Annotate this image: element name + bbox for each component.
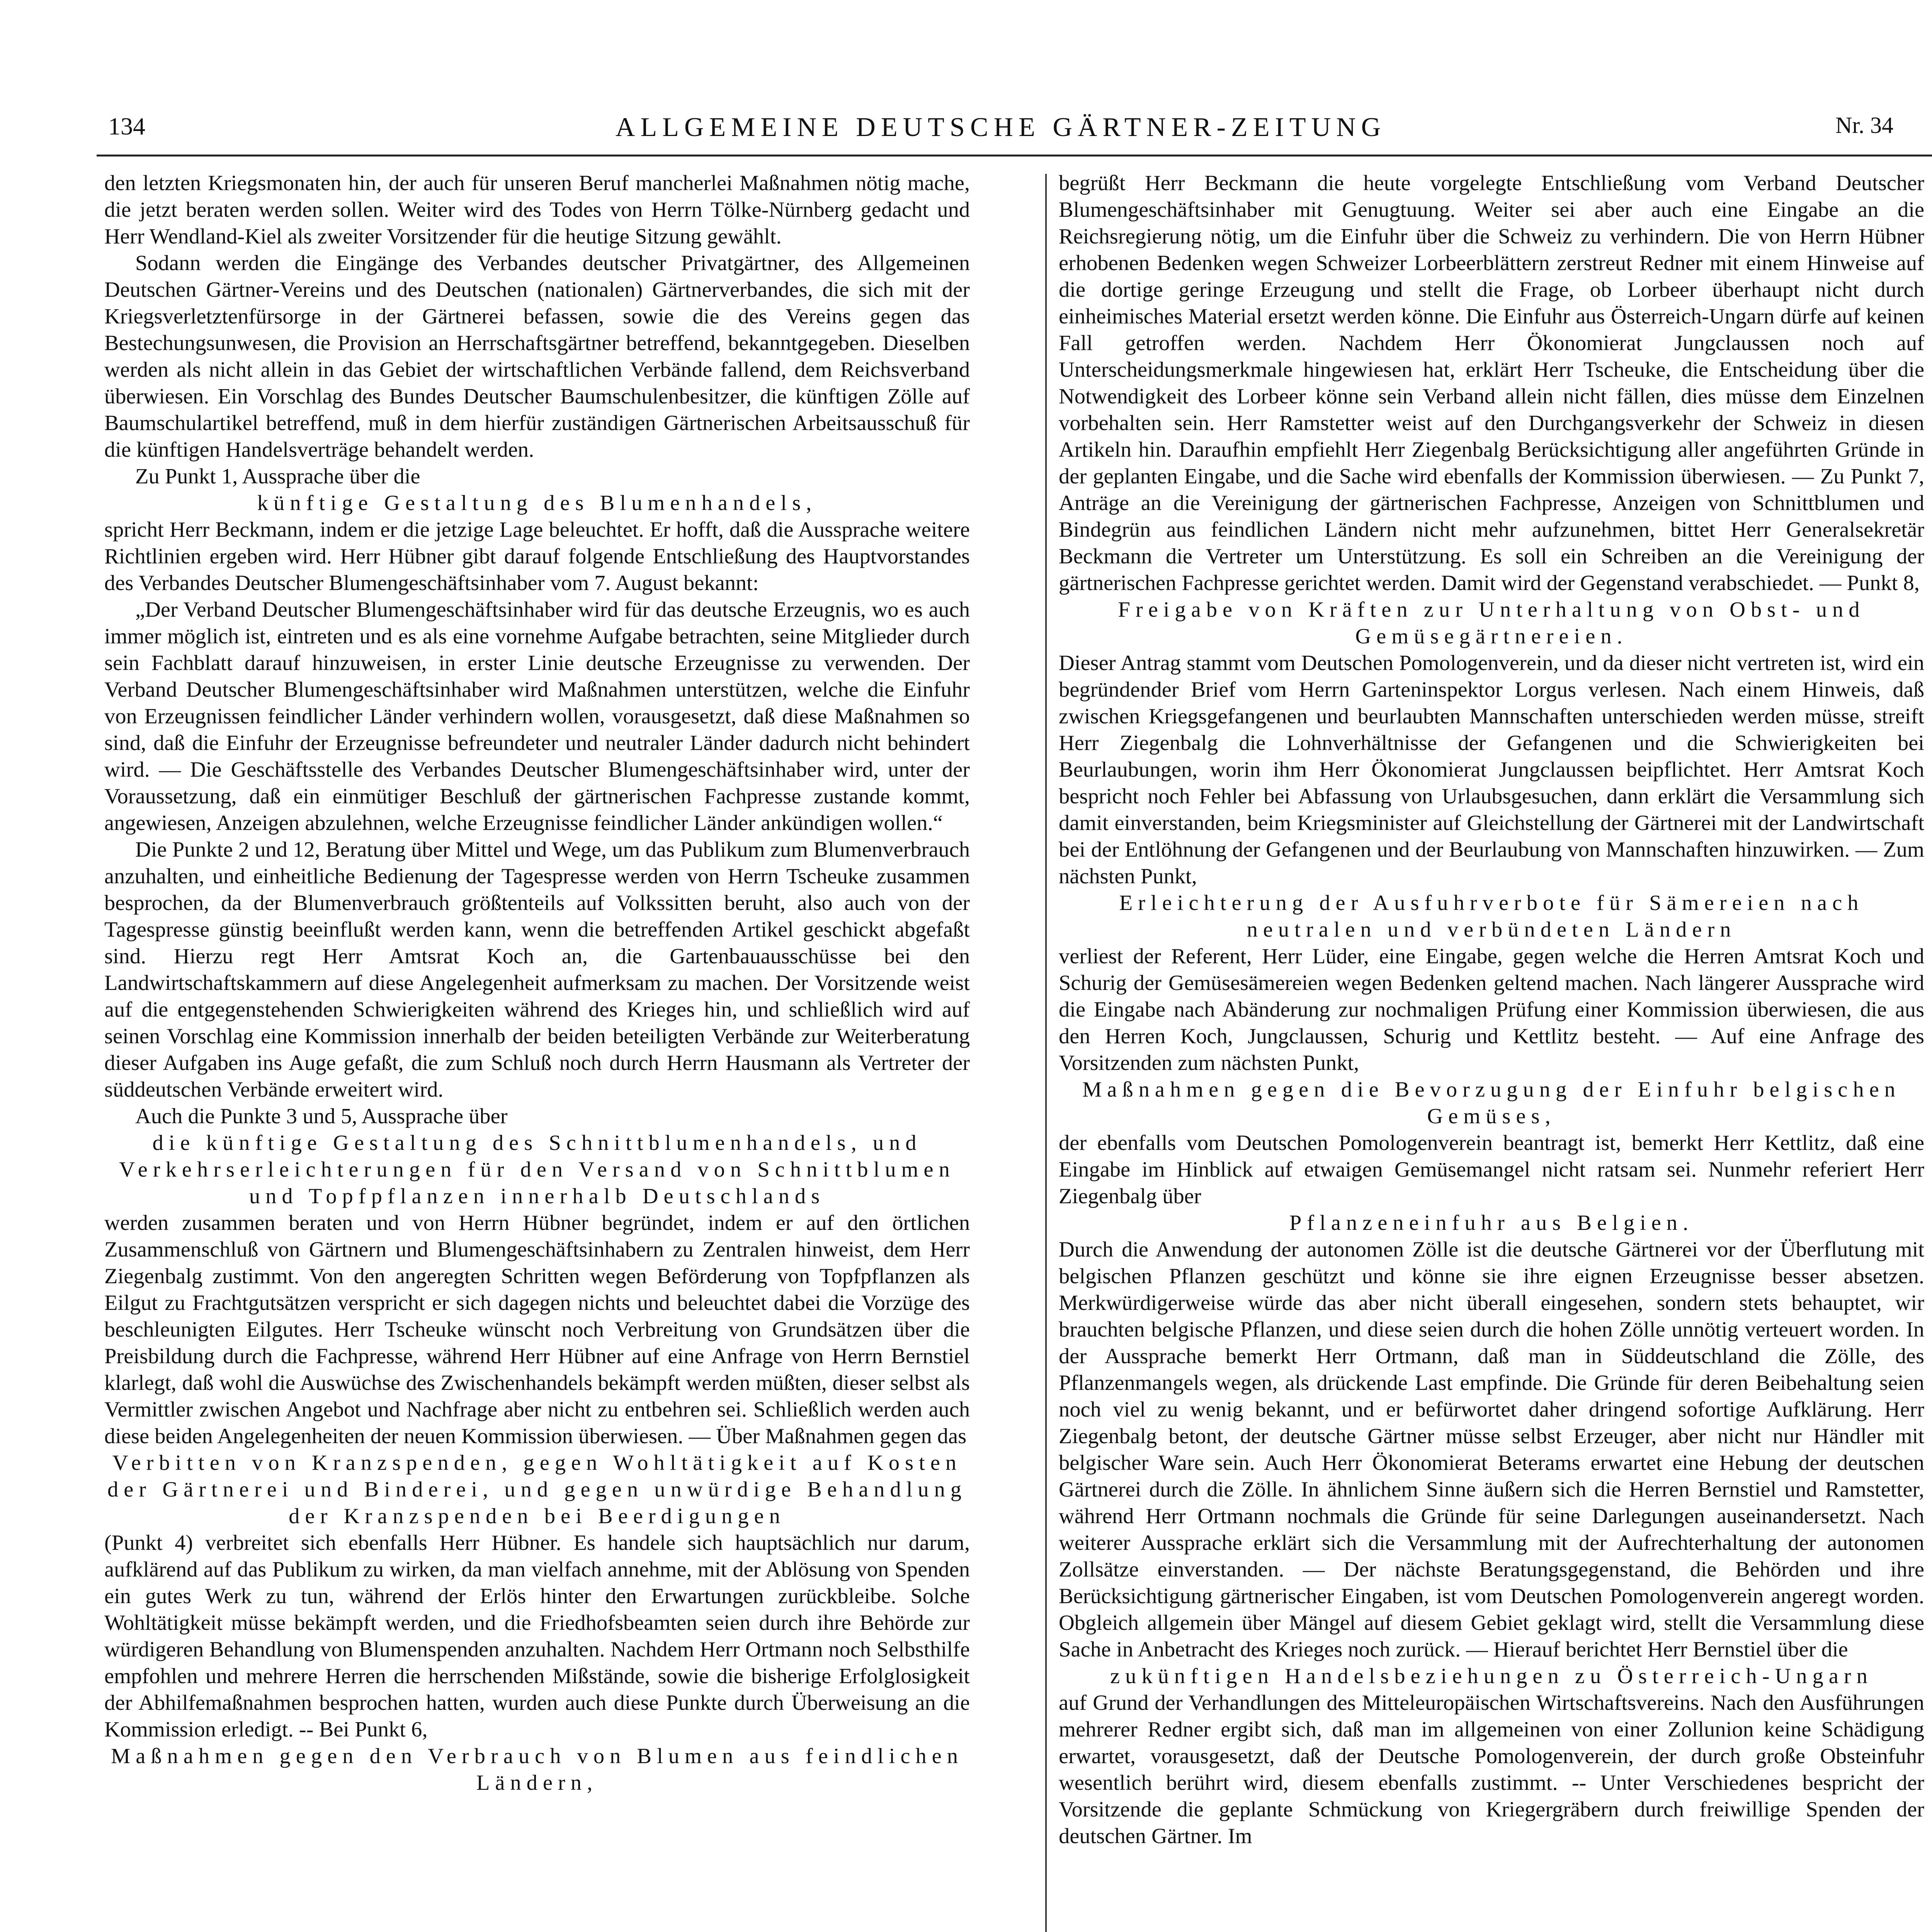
paragraph: Dieser Antrag stammt vom Deutschen Pomologenverein, und da dieser nicht vertreten ist, wird ein begründender Brief vom Herrn Garteninspektor Lorgus verlesen. Nach einem Hinweis, daß zwischen Kriegsgefangenen und beurlaubten Mannschaften unterschieden werden müsse, streift Herr Ziegenbalg die Lohnverhältnisse der Gefangenen und die Schwierigkeiten bei Beurlaubungen, worin ihm Herr Ökonomierat Jungclaussen beipflichtet. Herr Amtsrat Koch bespricht noch Fehler bei Abfassung von Urlaubsgesuchen, dann erklärt die Versammlung sich damit einverstanden, beim Kriegsminister auf Gleichstellung der Gärtnerei mit der Landwirtschaft bei der Entlöhnung der Gefangenen und der Beurlaubung von Mannschaften hinzuwirken. — Zum nächsten Punkt,: [1059, 651, 1924, 888]
section-heading: zukünftigen Handelsbeziehungen zu Österreich-Ungarn: [1110, 1664, 1873, 1688]
section-heading: Verbitten von Kranzspenden, gegen Wohltätigkeit auf Kosten der Gärtnerei und Binderei, und gegen unwürdige Behandlung der Kranzspenden bei Beerdigungen: [107, 1451, 967, 1528]
paragraph: Auch die Punkte 3 und 5, Aussprache über: [135, 1104, 508, 1128]
paragraph: (Punkt 4) verbreitet sich ebenfalls Herr Hübner. Es handele sich hauptsächlich nur darum, aufklärend auf das Publikum zu wirken, da man vielfach annehme, mit der Ablösung von Spenden ein gutes Werk zu tun, während der Erlös hinter den Erwartungen zurückbleibe. Solche Wohltätigkeit müsse bekämpft werden, und die Friedhofsbeamten seien durch ihre Behörde zur würdigeren Behandlung von Blumenspenden anzuhalten. Nachdem Herr Ortmann noch Selbsthilfe empfohlen und mehrere Herren die herrschenden Mißstände, sowie die bisherige Erfolglosigkeit der Abhilfemaßnahmen besprochen hatten, wurden auch diese Punkte durch Überweisung an die Kommission erledigt. -- Bei Punkt 6,: [104, 1531, 970, 1742]
paragraph: spricht Herr Beckmann, indem er die jetzige Lage beleuchtet. Er hofft, daß die Aussprache weitere Richtlinien ergeben wird. Herr Hübner gibt darauf folgende Entschließung des Hauptvorstandes des Verbandes Deutscher Blumengeschäftsinhaber vom 7. August bekannt:: [104, 518, 970, 595]
column-divider: [1045, 174, 1047, 1932]
section-heading: Erleichterung der Ausfuhrverbote für Sämereien nach neutralen und verbündeten Ländern: [1119, 891, 1864, 942]
newspaper-title: ALLGEMEINE DEUTSCHE GÄRTNER-ZEITUNG: [615, 112, 1386, 142]
section-heading: Maßnahmen gegen die Bevorzugung der Einfuhr belgischen Gemüses,: [1082, 1078, 1901, 1128]
paragraph: Sodann werden die Eingänge des Verbandes deutscher Privatgärtner, des Allgemeinen Deutschen Gärtner-Vereins und des Deutschen (nationalen) Gärtnerverbandes, die sich mit der Kriegsverletztenfürsorge in der Gärtnerei befassen, sowie die des Vereins gegen das Bestechungsunwesen, die Provision an Herrschaftsgärtner betreffend, bekanntgegeben. Dieselben werden als nicht allein in das Gebiet der wirtschaftlichen Verbände fallend, dem Reichsverband überwiesen. Ein Vorschlag des Bundes Deutscher Baumschulenbesitzer, die künftigen Zölle auf Baumschulartikel betreffend, muß in dem hierfür zuständigen Gärtnerischen Arbeitsausschuß für die künftigen Handelsverträge behandelt werden.: [104, 251, 970, 462]
issue-number: Nr. 34: [1835, 112, 1893, 138]
section-heading: Freigabe von Kräften zur Unterhaltung von Obst- und Gemüsegärtnereien.: [1118, 598, 1865, 648]
section-heading: Pflanzeneinfuhr aus Belgien.: [1289, 1211, 1694, 1235]
paragraph: „Der Verband Deutscher Blumengeschäftsinhaber wird für das deutsche Erzeugnis, wo es auch immer möglich ist, eintreten und es als eine vornehme Aufgabe betrachten, seine Mitglieder durch sein Fachblatt darauf hinzuweisen, in erster Linie deutsche Erzeugnisse zu verwenden. Der Verband Deutscher Blumengeschäftsinhaber wird Maßnahmen unterstützen, welche die Einfuhr von Erzeugnissen feindlicher Länder verhindern wollen, vorausgesetzt, daß diese Maßnahmen so sind, daß die Einfuhr der Erzeugnisse befreundeter und neutraler Länder dadurch nicht behindert wird. — Die Geschäftsstelle des Verbandes Deutscher Blumengeschäftsinhaber wird, unter der Voraussetzung, daß ein einmütiger Beschluß der gärtnerischen Fachpresse zustande kommt, angewiesen, Anzeigen abzulehnen, welche Erzeugnisse feindlicher Länder ankündigen wollen.“: [104, 598, 970, 835]
right-column: [1059, 170, 1924, 1850]
paragraph: verliest der Referent, Herr Lüder, eine Eingabe, gegen welche die Herren Amtsrat Koch und Schurig der Gemüsesämereien wegen Bedenken geltend machen. Nach längerer Aussprache wird die Eingabe nach Abänderung zur nochmaligen Prüfung einer Kommission überwiesen, die aus den Herren Koch, Jungclaussen, Schurig und Kettlitz besteht. — Auf eine Anfrage des Vorsitzenden zum nächsten Punkt,: [1059, 944, 1924, 1075]
paragraph: Durch die Anwendung der autonomen Zölle ist die deutsche Gärtnerei vor der Überflutung mit belgischen Pflanzen geschützt und könne sie ihre eignen Erzeugnisse besser absetzen. Merkwürdigerweise würde das aber nicht überall eingesehen, sondern stets behauptet, wir brauchten belgische Pflanzen, und diese seien durch die hohen Zölle unnötig verteuert worden. In der Aussprache bemerkt Herr Ortmann, daß man in Süddeutschland die Zölle, des Pflanzenmangels wegen, als drückende Last empfinde. Die Gründe für deren Beibehaltung seien noch viel zu wenig bekannt, und er befürwortet daher dringend sofortige Aufklärung. Herr Ziegenbalg betont, der deutsche Gärtner müsse selbst Erzeuger, aber nicht nur Händler mit belgischer Ware sein. Auch Herr Ökonomierat Beterams erwartet eine Hebung der deutschen Gärtnerei durch die Zölle. In ähnlichem Sinne äußern sich die Herren Bernstiel und Ramstetter, während Herr Ortmann nochmals die Gründe für seine Darlegungen auseinandersetzt. Nach weiterer Aussprache erklärt sich die Versammlung mit der Aufrechterhaltung der autonomen Zollsätze einverstanden. — Der nächste Beratungsgegenstand, die Behörden und ihre Berücksichtigung gärtnerischer Eingaben, ist vom Deutschen Pomologenverein angeregt worden. Obgleich allgemein über Mängel auf diesem Gebiet geklagt wird, stellt die Versammlung diese Sache in Anbetracht des Krieges noch zurück. — Hierauf berichtet Herr Bernstiel über die: [1059, 1238, 1924, 1662]
left-column: [104, 170, 970, 1796]
header-rule: [97, 155, 1932, 156]
page-number: 134: [108, 112, 145, 140]
paragraph: Die Punkte 2 und 12, Beratung über Mittel und Wege, um das Publikum zum Blumenverbrauch anzuhalten, und einheitliche Bedienung der Tagespresse werden von Herrn Tscheuke zusammen besprochen, da der Blumenverbrauch größtenteils auf Volkssitten beruht, also auch von der Tagespresse günstig beeinflußt werden kann, wenn die betreffenden Artikel geschickt abgefaßt sind. Hierzu regt Herr Amtsrat Koch an, die Gartenbauausschüsse bei den Landwirtschaftskammern auf diese Angelegenheit aufmerksam zu machen. Der Vorsitzende weist auf die entgegenstehenden Schwierigkeiten während des Krieges hin, und schließlich wird auf seinen Vorschlag eine Kommission innerhalb der beiden beteiligten Verbände zur Weiterberatung dieser Aufgaben ins Auge gefaßt, die zum Schluß noch durch Herrn Hausmann als Vertreter der süddeutschen Verbände erweitert wird.: [104, 838, 970, 1102]
paragraph: Zu Punkt 1, Aussprache über die: [135, 464, 420, 488]
paragraph: der ebenfalls vom Deutschen Pomologenverein beantragt ist, bemerkt Herr Kettlitz, daß eine Eingabe im Hinblick auf etwaigen Gemüsemangel nicht ratsam sei. Nunmehr referiert Herr Ziegenbalg über: [1059, 1131, 1924, 1208]
paragraph: begrüßt Herr Beckmann die heute vorgelegte Entschließung vom Verband Deutscher Blumengeschäftsinhaber mit Genugtuung. Weiter sei aber auch eine Eingabe an die Reichsregierung nötig, um die Einfuhr über die Schweiz zu verhindern. Die von Herrn Hübner erhobenen Bedenken wegen Schweizer Lorbeerblättern zerstreut Redner mit einem Hinweise auf die dortige geringe Erzeugung und stellt die Frage, ob Lorbeer überhaupt nicht durch einheimisches Material ersetzt werden könne. Die Einfuhr aus Österreich-Ungarn dürfe auf keinen Fall getroffen werden. Nachdem Herr Ökonomierat Jungclaussen noch auf Unterscheidungsmerkmale hingewiesen hat, erklärt Herr Tscheuke, die Entscheidung über die Notwendigkeit des Lorbeer könne sein Verband allein nicht fällen, dies müsse dem Einzelnen vorbehalten sein. Herr Ramstetter weist auf den Durchgangsverkehr der Schweiz in diesen Artikeln hin. Daraufhin empfiehlt Herr Ziegenbalg Berücksichtigung aller angeführten Gründe in der geplanten Eingabe, und die Sache wird ebenfalls der Kommission überwiesen. — Zu Punkt 7, Anträge an die Vereinigung der gärtnerischen Fachpresse, Anzeigen von Schnittblumen und Bindegrün aus feindlichen Ländern nicht mehr aufzunehmen, bittet Herr Generalsekretär Beckmann die Vertreter um Unterstützung. Es soll ein Schreiben an die Vereinigung der gärtnerischen Fachpresse gerichtet werden. Damit wird der Gegenstand verabschiedet. — Punkt 8,: [1059, 171, 1924, 595]
section-heading: die künftige Gestaltung des Schnittblumenhandels, und Verkehrserleichterungen für den Versand von Schnittblumen und Topfpflanzen innerhalb Deutschlands: [119, 1131, 955, 1208]
paragraph: auf Grund der Verhandlungen des Mitteleuropäischen Wirtschaftsvereins. Nach den Ausführungen mehrerer Redner ergibt sich, daß man im allgemeinen von einer Zollunion keine Schädigung erwartet, vorausgesetzt, daß der Deutsche Pomologenverein, der durch große Obsteinfuhr wesentlich berührt wird, diesem ebenfalls zustimmt. -- Unter Verschiedenes bespricht der Vorsitzende die geplante Schmückung von Kriegergräbern durch freiwillige Spenden der deutschen Gärtner. Im: [1059, 1691, 1924, 1848]
page-header: [108, 112, 1893, 151]
paragraph: werden zusammen beraten und von Herrn Hübner begründet, indem er auf den örtlichen Zusammenschluß von Gärtnern und Blumengeschäftsinhabern zu Zentralen hinweist, dem Herr Ziegenbalg zustimmt. Von den angeregten Schritten wegen Beförderung von Topfpflanzen als Eilgut zu Frachtgutsätzen verspricht er sich dagegen nichts und beleuchtet dabei die Vorzüge des beschleunigten Eilgutes. Herr Tscheuke wünscht noch Verbreitung von Grundsätzen über die Preisbildung durch die Fachpresse, während Herr Hübner auf eine Anfrage von Herrn Bernstiel klarlegt, daß wohl die Auswüchse des Zwischenhandels bekämpft werden müßten, dieser selbst als Vermittler zwischen Angebot und Nachfrage aber nicht zu entbehren sei. Schließlich werden auch diese beiden Angelegenheiten der neuen Kommission überwiesen. — Über Maßnahmen gegen das: [104, 1211, 970, 1448]
section-heading: Maßnahmen gegen den Verbrauch von Blumen aus feindlichen Ländern,: [111, 1744, 964, 1795]
section-heading: künftige Gestaltung des Blumenhandels,: [257, 491, 817, 515]
paragraph: den letzten Kriegsmonaten hin, der auch für unseren Beruf mancherlei Maßnahmen nötig mache, die jetzt beraten werden sollen. Weiter wird des Todes von Herrn Tölke-Nürnberg gedacht und Herr Wendland-Kiel als zweiter Vorsitzender für die heutige Sitzung gewählt.: [104, 171, 970, 248]
